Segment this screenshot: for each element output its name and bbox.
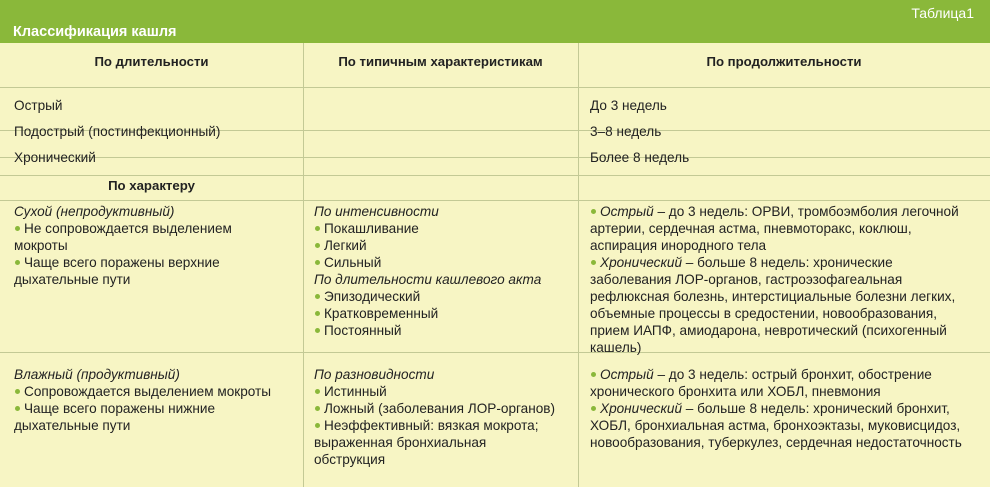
- chronic-term: Хронический: [600, 401, 683, 416]
- chronic-text: – больше 8 недель: хронический бронхит,: [685, 401, 950, 416]
- list-item-text: Не сопровождается выделением: [24, 221, 232, 236]
- chronic-term: Хронический: [600, 255, 683, 270]
- intensity-title: По интенсивности: [314, 204, 439, 219]
- variety-title: По разновидности: [314, 367, 435, 382]
- acute-term: Острый: [600, 367, 654, 382]
- list-item: [14, 254, 299, 271]
- column-header-characteristics: По типичным характеристикам: [338, 54, 543, 69]
- row-divider: [0, 200, 990, 201]
- acute-text: – до 3 недель: острый бронхит, обострение: [657, 367, 932, 382]
- list-item-continuation: выраженная бронхиальная: [314, 435, 487, 450]
- list-item-continuation: аспирация инородного тела: [590, 238, 767, 253]
- table-number-label: Таблица1: [911, 5, 974, 21]
- table-title: Классификация кашля: [13, 24, 177, 40]
- row-chronic-name: Хронический: [14, 150, 96, 165]
- dry-cough-title: Сухой (непродуктивный): [14, 204, 175, 219]
- list-item: Истинный: [314, 383, 574, 400]
- column-divider: [303, 43, 304, 487]
- list-item-continuation: артерии, сердечная астма, пневмоторакс, коклюш,: [590, 221, 912, 236]
- wet-cough-title: Влажный (продуктивный): [14, 367, 180, 382]
- column-divider: [578, 43, 579, 487]
- list-item-continuation: дыхательные пути: [14, 272, 131, 287]
- list-item-continuation: прием ИАПФ, амиодарона, невротический (психогенный: [590, 323, 947, 338]
- list-item: Эпизодический: [314, 288, 574, 305]
- list-item-continuation: мокроты: [14, 238, 68, 253]
- list-item-continuation: новообразования, туберкулез, сердечная недостаточность: [590, 435, 962, 450]
- table-header-bar: [0, 0, 990, 43]
- list-item: [590, 400, 986, 417]
- list-item: [590, 366, 986, 383]
- by-character-heading: По характеру: [108, 178, 195, 193]
- list-item: Сильный: [314, 254, 574, 271]
- act-duration-title: По длительности кашлевого акта: [314, 272, 542, 287]
- row-acute-value: До 3 недель: [590, 98, 667, 113]
- wet-cough-cell: [14, 366, 299, 434]
- row-subacute-value: 3–8 недель: [590, 124, 662, 139]
- row-subacute-name: Подострый (постинфекционный): [14, 124, 221, 139]
- row-acute-name: Острый: [14, 98, 63, 113]
- dry-duration-cell: [590, 203, 986, 356]
- classification-table: [0, 43, 990, 487]
- list-item: Чаще всего поражены нижние: [14, 400, 299, 417]
- list-item: Ложный (заболевания ЛОР-органов): [314, 400, 574, 417]
- list-item: Покашливание: [314, 220, 574, 237]
- list-item-continuation: кашель): [590, 340, 642, 355]
- row-divider: [0, 157, 990, 158]
- list-item-continuation: заболевания ЛОР-органов, гастроэзофагеальная: [590, 272, 903, 287]
- list-item: Сопровождается выделением мокроты: [14, 383, 299, 400]
- list-item-continuation: объемные процессы в средостении, новообразования,: [590, 306, 938, 321]
- chronic-text: – больше 8 недель: хронические: [685, 255, 893, 270]
- list-item: Постоянный: [314, 322, 574, 339]
- list-item-continuation: рефлюксная болезнь, интерстициальные болезни легких,: [590, 289, 956, 304]
- row-chronic-value: Более 8 недель: [590, 150, 690, 165]
- list-item-text: Чаще всего поражены верхние: [24, 255, 220, 270]
- list-item: [14, 220, 299, 237]
- list-item: Неэффективный: вязкая мокрота;: [314, 417, 574, 434]
- list-item: Кратковременный: [314, 305, 574, 322]
- dry-cough-cell: [14, 203, 299, 288]
- row-divider: [0, 175, 990, 176]
- list-item-continuation: дыхательные пути: [14, 418, 131, 433]
- wet-duration-cell: [590, 366, 986, 451]
- list-item-continuation: хронического бронхита или ХОБЛ, пневмония: [590, 384, 881, 399]
- column-header-length: По продолжительности: [706, 54, 862, 69]
- dry-characteristics-cell: [314, 203, 574, 339]
- list-item-continuation: обструкция: [314, 452, 386, 467]
- acute-term: Острый: [600, 204, 654, 219]
- list-item: [590, 203, 986, 220]
- list-item: [590, 254, 986, 271]
- acute-text: – до 3 недель: ОРВИ, тромбоэмболия легочной: [657, 204, 959, 219]
- row-divider: [0, 87, 990, 88]
- column-header-duration: По длительности: [94, 54, 209, 69]
- wet-characteristics-cell: [314, 366, 574, 468]
- list-item-continuation: ХОБЛ, бронхиальная астма, бронхоэктазы, муковисцидоз,: [590, 418, 961, 433]
- list-item: Легкий: [314, 237, 574, 254]
